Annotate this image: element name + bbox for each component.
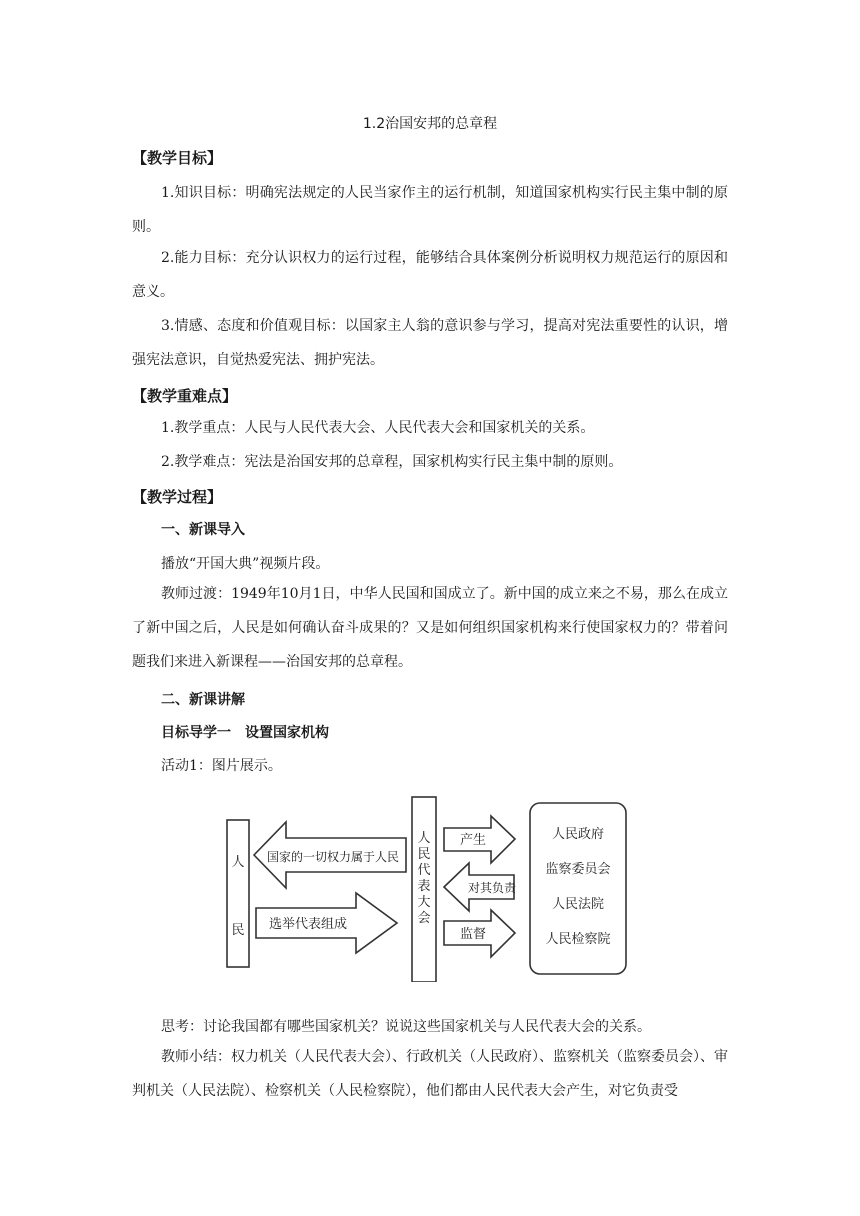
think-question: 思考：讨论我国都有哪些国家机关？说说这些国家机关与人民代表大会的关系。 — [161, 1019, 651, 1035]
goal-attitude: 3.情感、态度和价值观目标：以国家主人翁的意识参与学习，提高对宪法重要性的认识，增强宪法意识，自觉热爱宪法、拥护宪法。 — [132, 318, 728, 368]
play-video-line: 播放“开国大典”视频片段。 — [161, 556, 330, 572]
people-label-top: 人 — [231, 855, 245, 870]
part-new-lesson-intro: 一、新课导入 — [161, 522, 245, 538]
document-title: 1.2治国安邦的总章程 — [362, 116, 498, 132]
target-guide-one: 目标导学一 设置国家机构 — [161, 725, 329, 741]
npc-char: 人 — [417, 831, 431, 846]
organ-supervisory-commission: 监察委员会 — [545, 862, 611, 877]
organ-court: 人民法院 — [551, 897, 605, 912]
organ-procuratorate: 人民检察院 — [545, 932, 611, 947]
activity-one: 活动1：图片展示。 — [161, 758, 282, 774]
difficult-point: 2.教学难点：宪法是治国安邦的总章程，国家机构实行民主集中制的原则。 — [161, 454, 623, 470]
part-new-lesson-explain: 二、新课讲解 — [161, 692, 245, 708]
npc-char: 民 — [417, 847, 431, 862]
goal-knowledge: 1.知识目标：明确宪法规定的人民当家作主的运行机制，知道国家机构实行民主集中制的原则。 — [132, 185, 728, 235]
heading-teaching-goals: 【教学目标】 — [132, 149, 223, 167]
arrow-produce-label: 产生 — [459, 833, 487, 848]
arrow-supervise-label: 监督 — [459, 927, 487, 942]
heading-key-points: 【教学重难点】 — [132, 387, 238, 405]
npc-label — [417, 831, 430, 926]
teacher-transition: 教师过渡：1949年10月1日，中华人民国和国成立了。新中国的成立来之不易，那么在成立了新中国之后，人民是如何确认奋斗成果的？又是如何组织国家机构来行使国家权力的？带着问题我们来进入新课程——治国安邦的总章程。 — [132, 586, 728, 670]
npc-char: 会 — [417, 911, 431, 926]
heading-teaching-process: 【教学过程】 — [132, 488, 223, 506]
npc-char: 大 — [417, 895, 431, 910]
arrow-elect-label: 选举代表组成 — [268, 917, 348, 932]
arrow-responsible-label: 对其负责 — [467, 881, 517, 895]
people-box — [227, 820, 249, 967]
key-point: 1.教学重点：人民与人民代表大会、人民代表大会和国家机关的关系。 — [161, 420, 595, 436]
organ-government: 人民政府 — [551, 827, 605, 842]
goal-ability: 2.能力目标：充分认识权力的运行过程，能够结合具体案例分析说明权力规范运行的原因和意义。 — [132, 250, 728, 300]
npc-char: 表 — [417, 879, 431, 894]
people-label-bottom: 民 — [231, 923, 245, 938]
state-organs-diagram — [220, 790, 632, 982]
arrow-belongs-label: 国家的一切权力属于人民 — [266, 850, 400, 864]
teacher-summary: 教师小结：权力机关（人民代表大会）、行政机关（人民政府）、监察机关（监察委员会）、审判机关（人民法院）、检察机关（人民检察院），他们都由人民代表大会产生，对它负责受 — [132, 1049, 728, 1099]
npc-char: 代 — [417, 863, 431, 878]
